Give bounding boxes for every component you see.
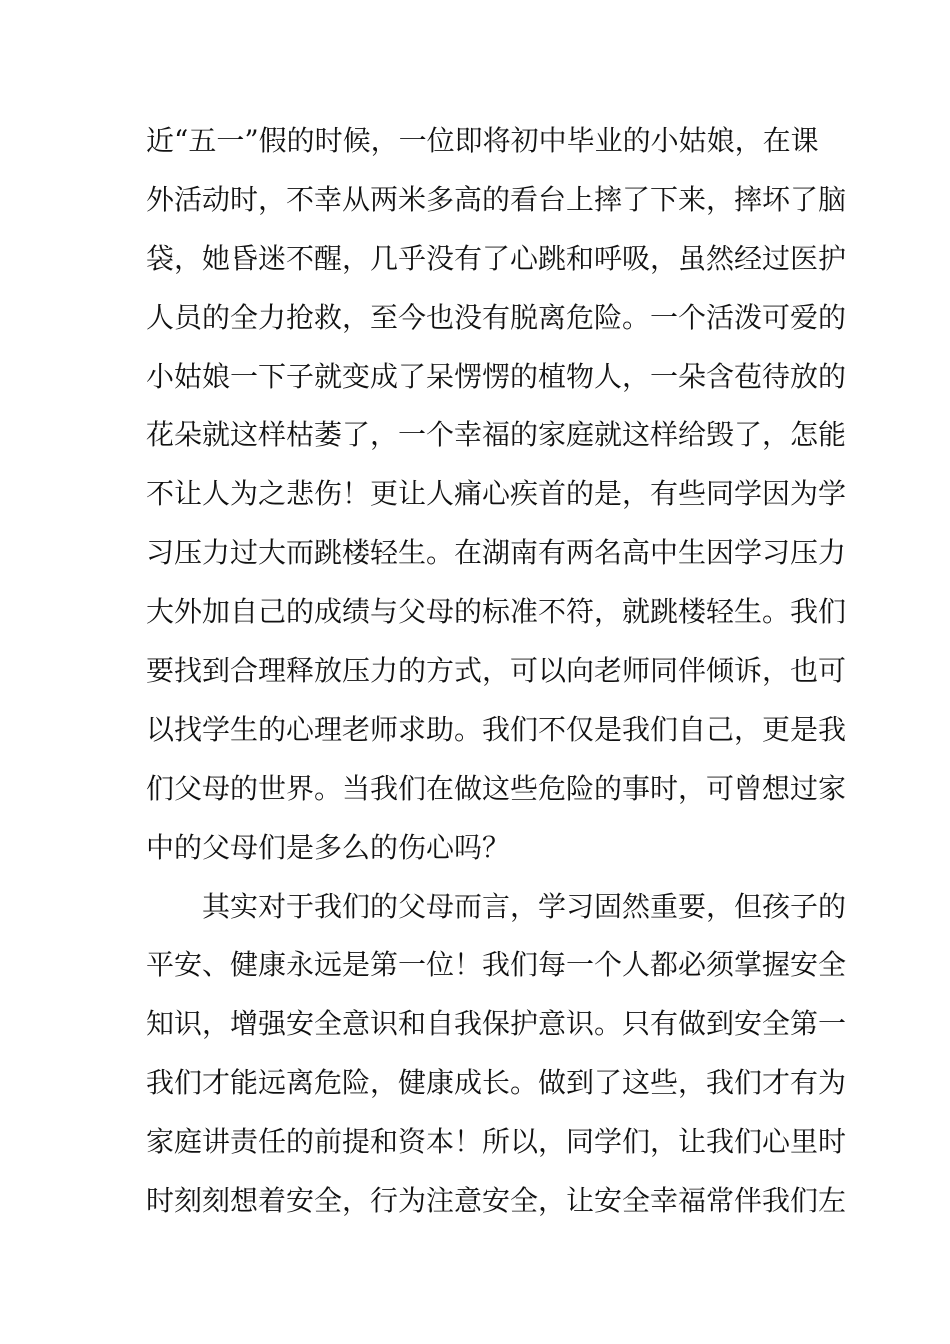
body-text <box>146 118 847 1237</box>
text-line: 知识，增强安全意识和自我保护意识。只有做到安全第一 <box>146 1007 847 1041</box>
text-line: 小姑娘一下子就变成了呆愣愣的植物人，一朵含苞待放的 <box>146 359 847 393</box>
text-line: 外活动时，不幸从两米多高的看台上摔了下来，摔坏了脑 <box>146 182 847 216</box>
text-line: 习压力过大而跳楼轻生。在湖南有两名高中生因学习压力 <box>146 536 847 570</box>
text-line: 花朵就这样枯萎了，一个幸福的家庭就这样给毁了，怎能 <box>146 418 847 452</box>
text-line: 们父母的世界。当我们在做这些危险的事时，可曾想过家 <box>146 771 847 805</box>
paragraph <box>146 118 847 884</box>
text-line: 要找到合理释放压力的方式，可以向老师同伴倾诉，也可 <box>146 654 847 688</box>
text-line: 袋，她昏迷不醒，几乎没有了心跳和呼吸，虽然经过医护 <box>146 241 847 275</box>
text-line: 近“五一”假的时候，一位即将初中毕业的小姑娘，在课 <box>146 124 819 157</box>
text-line: 中的父母们是多么的伤心吗？ <box>146 830 511 864</box>
text-line: 时刻刻想着安全，行为注意安全，让安全幸福常伴我们左 <box>146 1184 847 1218</box>
text-line: 其实对于我们的父母而言，学习固然重要，但孩子的 <box>202 889 847 923</box>
text-line: 家庭讲责任的前提和资本！所以，同学们，让我们心里时 <box>146 1125 847 1159</box>
text-line: 不让人为之悲伤！更让人痛心疾首的是，有些同学因为学 <box>146 477 847 511</box>
text-line: 大外加自己的成绩与父母的标准不符，就跳楼轻生。我们 <box>146 595 847 629</box>
text-line: 以找学生的心理老师求助。我们不仅是我们自己，更是我 <box>146 712 847 746</box>
text-line: 人员的全力抢救，至今也没有脱离危险。一个活泼可爱的 <box>146 300 847 334</box>
text-line: 我们才能远离危险，健康成长。做到了这些，我们才有为 <box>146 1066 847 1100</box>
paragraph <box>146 884 847 1237</box>
text-line: 平安、健康永远是第一位！我们每一个人都必须掌握安全 <box>146 948 847 982</box>
